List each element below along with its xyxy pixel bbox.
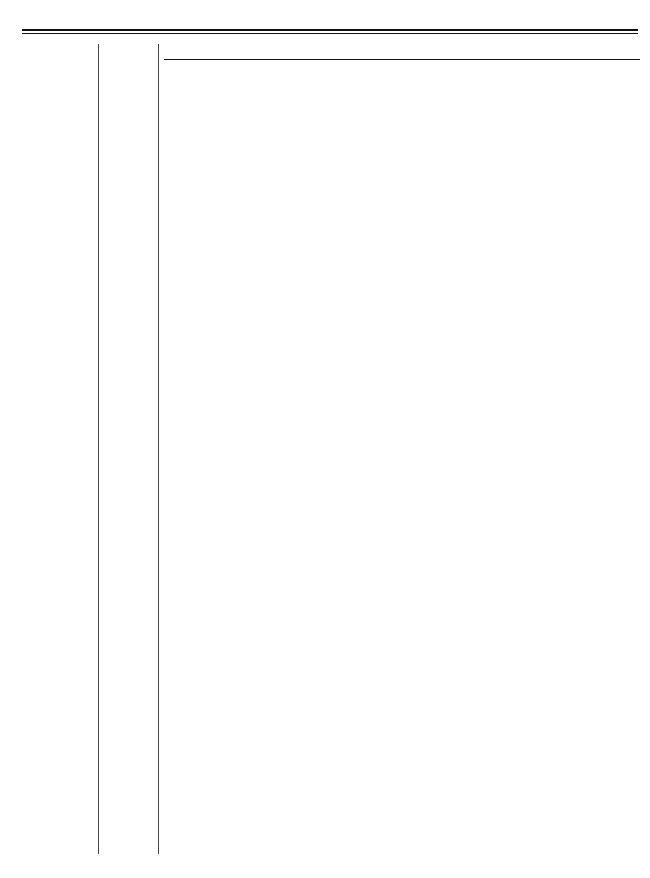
year-rule bbox=[164, 59, 640, 60]
running-header bbox=[20, 6, 638, 28]
header-rule-thin bbox=[22, 33, 638, 34]
column-divider-date bbox=[98, 44, 99, 854]
header-rule-thick bbox=[22, 29, 638, 31]
column-divider-place bbox=[158, 44, 159, 854]
